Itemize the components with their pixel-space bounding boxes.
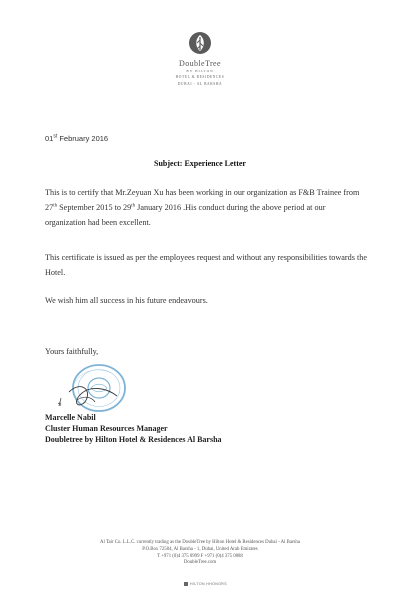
doubletree-logo-icon — [187, 30, 213, 56]
date-suffix: st — [53, 133, 58, 140]
paragraph-certification — [45, 186, 367, 230]
footer-line-2: P.O.Box 72584, Al Barsha - 1, Dubai, United Arab Emirates — [142, 546, 258, 552]
paragraph-disclaimer: This certificate is issued as per the employees request and without any responsibilities towards the Hotel. — [45, 253, 367, 277]
p1-text-c: January 2016 .His conduct during the above period at our organization had been excellent. — [45, 202, 326, 227]
footer-line-3: T +971 (0)4 375 0999 F +971 (0)4 375 0888 — [157, 553, 243, 559]
p1-sup-1: th — [53, 203, 58, 209]
closing-line: Yours faithfully, — [45, 347, 99, 356]
company-stamp-icon — [55, 362, 137, 414]
letter-subject: Subject: Experience Letter — [154, 159, 246, 168]
p1-text-a: This is to certify that Mr.Zeyuan Xu has been working in our organization as F&B Trainee from 27 — [45, 188, 360, 212]
signature-block — [45, 412, 222, 446]
signatory-company: Doubletree by Hilton Hotel & Residences Al Barsha — [45, 435, 222, 445]
hotel-logo — [160, 30, 240, 87]
signatory-title: Cluster Human Resources Manager — [45, 424, 168, 434]
brand-name: DoubleTree — [179, 59, 221, 68]
hhonors-label: HILTON HHONORS — [190, 582, 227, 586]
hhonors-badge — [184, 582, 227, 586]
date-rest: February 2016 — [57, 134, 109, 143]
letter-footer — [0, 540, 400, 567]
hotel-subtitle-2: DUBAI - AL BARSHA — [177, 82, 223, 86]
signatory-name: Marcelle Nabil — [45, 413, 96, 422]
p1-text-b: September 2015 to 29 — [57, 202, 132, 212]
footer-line-4: DoubleTree.com — [183, 560, 217, 566]
footer-line-1: Al Tair Co. L.L.C. currently trading as the DoubleTree by Hilton Hotel & Residences Dubai - Al Barsha — [100, 540, 300, 545]
p1-sup-2: th — [131, 203, 136, 209]
hotel-subtitle-1: HOTEL & RESIDENCES — [175, 75, 225, 79]
by-hilton: BY HILTON — [186, 69, 214, 73]
hhonors-icon — [184, 582, 188, 586]
letter-date — [45, 134, 108, 143]
date-day: 01 — [45, 134, 54, 143]
paragraph-wishes: We wish him all success in his future endeavours. — [45, 296, 208, 305]
